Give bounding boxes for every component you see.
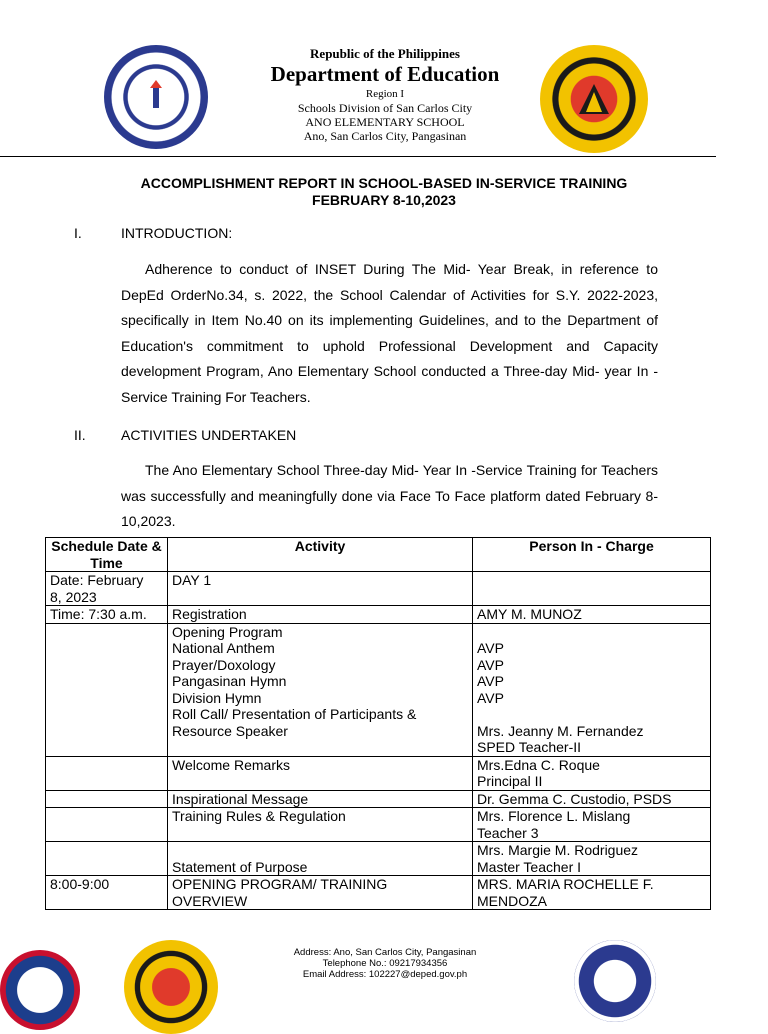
- cell-line: [477, 572, 706, 589]
- cell-line: Welcome Remarks: [172, 756, 290, 773]
- deped-footer-logo: [0, 950, 80, 1030]
- cell-line: [50, 791, 163, 808]
- cell-line: 8:00-9:00: [50, 876, 110, 892]
- cell-line: Training Rules & Regulation: [172, 808, 346, 824]
- cell-line: [50, 640, 163, 657]
- cell-line: AVP: [477, 656, 504, 673]
- cell-line: Inspirational Message: [172, 790, 309, 807]
- person-in-charge-cell: [473, 876, 711, 910]
- cell-line: [50, 893, 163, 910]
- header-region: Region I: [365, 88, 405, 100]
- section-number: II.: [74, 427, 86, 443]
- person-in-charge-cell: [473, 606, 711, 624]
- cell-line: Prayer/Doxology: [172, 656, 276, 673]
- cell-line: Mrs. Margie M. Rodriguez: [477, 842, 639, 858]
- school-seal-logo: [540, 45, 648, 153]
- footer-phone: Telephone No.: 09217934356: [322, 958, 448, 969]
- cell-line: DAY 1: [172, 572, 212, 588]
- cell-line: Statement of Purpose: [172, 858, 308, 875]
- table-row: [46, 756, 711, 790]
- cell-line: MENDOZA: [477, 892, 547, 909]
- cell-line: [172, 825, 468, 842]
- table-row: [46, 606, 711, 624]
- cell-line: Time: 7:30 a.m.: [50, 606, 147, 622]
- cell-line: Teacher 3: [477, 824, 539, 841]
- activity-cell: [168, 756, 473, 790]
- cell-line: [477, 706, 706, 723]
- person-in-charge-cell: [473, 790, 711, 808]
- cell-line: [50, 842, 163, 859]
- cell-line: SPED Teacher-II: [477, 739, 582, 755]
- cell-line: [172, 589, 468, 606]
- table-row: [46, 876, 711, 910]
- cell-line: [50, 673, 163, 690]
- cell-line: [172, 739, 468, 756]
- column-header: Person In - Charge: [473, 538, 711, 572]
- school-emblem-icon: [577, 82, 611, 116]
- cell-line: [172, 842, 468, 859]
- cell-line: AVP: [477, 640, 504, 656]
- cell-line: [50, 657, 163, 674]
- cell-line: Resource Speaker: [172, 722, 288, 739]
- cell-line: Principal II: [477, 773, 543, 789]
- cell-line: [50, 808, 163, 825]
- cell-line: [50, 825, 163, 842]
- schedule-time-cell: [46, 790, 168, 808]
- activity-cell: [168, 790, 473, 808]
- activity-cell: [168, 623, 473, 756]
- introduction-paragraph: Adherence to conduct of INSET During The Mid- Year Break, in reference to DepEd OrderNo.34, s. 2022, the School Calendar of Activities for S.Y. 2022-2023, specifically in Item No.40 on its implementing Guidelines, and to the Department of Education's commitment to uphold Professional Development and Capacity development Program, Ano Elementary School conducted a Three-day Mid- year In -Service Training For Teachers.: [121, 261, 658, 405]
- header-divider: [0, 156, 716, 157]
- cell-line: [477, 589, 706, 606]
- activities-paragraph: The Ano Elementary School Three-day Mid- Year In -Service Training for Teachers was successfully and meaningfully done via Face To Face platform dated February 8-10,2023.: [121, 462, 658, 529]
- schedule-time-cell: [46, 606, 168, 624]
- cell-line: Date: February: [50, 572, 144, 588]
- person-in-charge-cell: [473, 572, 711, 606]
- person-in-charge-cell: [473, 808, 711, 842]
- activity-cell: [168, 842, 473, 876]
- table-row: [46, 572, 711, 606]
- cell-line: [172, 773, 468, 790]
- activity-cell: [168, 572, 473, 606]
- deped-seal-logo: [104, 45, 208, 149]
- header-school: ANO ELEMENTARY SCHOOL: [305, 115, 465, 129]
- cell-line: [477, 624, 706, 641]
- table-row: [46, 790, 711, 808]
- header-department: Department of Education: [270, 62, 500, 86]
- cell-line: Registration: [172, 606, 247, 622]
- cell-line: Dr. Gemma C. Custodio, PSDS: [477, 790, 672, 807]
- cell-line: AVP: [477, 689, 504, 706]
- cell-line: Opening Program: [172, 623, 283, 640]
- table-row: [46, 808, 711, 842]
- cell-line: Master Teacher I: [477, 858, 582, 875]
- footer-email: Email Address: 102227@deped.gov.ph: [302, 969, 468, 980]
- schedule-time-cell: [46, 808, 168, 842]
- cell-line: National Anthem: [172, 640, 275, 656]
- school-footer-logo: [124, 940, 218, 1034]
- schedule-time-cell: [46, 876, 168, 910]
- schedule-time-cell: [46, 756, 168, 790]
- table-row: [46, 623, 711, 756]
- header-division: Schools Division of San Carlos City: [297, 101, 473, 115]
- cell-line: [50, 859, 163, 876]
- table-header-row: [46, 538, 711, 572]
- cell-line: Mrs. Jeanny M. Fernandez: [477, 722, 644, 739]
- schedule-time-cell: [46, 842, 168, 876]
- cell-line: MRS. MARIA ROCHELLE F.: [477, 876, 654, 892]
- cell-line: OPENING PROGRAM/ TRAINING: [172, 876, 388, 892]
- cell-line: [50, 624, 163, 641]
- schedule-table: [45, 537, 711, 910]
- table-row: [46, 842, 711, 876]
- torch-icon: [139, 80, 173, 114]
- activity-cell: [168, 606, 473, 624]
- person-in-charge-cell: [473, 756, 711, 790]
- document-date: FEBRUARY 8-10,2023: [312, 192, 456, 208]
- person-in-charge-cell: [473, 842, 711, 876]
- schedule-time-cell: [46, 623, 168, 756]
- header-republic: Republic of the Philippines: [310, 46, 460, 61]
- section-number: I.: [74, 225, 82, 241]
- cell-line: AMY M. MUNOZ: [477, 606, 582, 622]
- header-address: Ano, San Carlos City, Pangasinan: [303, 129, 467, 143]
- person-in-charge-cell: [473, 623, 711, 756]
- column-header: Schedule Date & Time: [46, 538, 168, 572]
- cell-line: [50, 723, 163, 740]
- cell-line: AVP: [477, 673, 504, 689]
- cell-line: [50, 773, 163, 790]
- section-heading: ACTIVITIES UNDERTAKEN: [121, 427, 297, 443]
- schedule-time-cell: [46, 572, 168, 606]
- cell-line: Mrs. Florence L. Mislang: [477, 808, 631, 824]
- cell-line: Roll Call/ Presentation of Participants &: [172, 706, 417, 722]
- document-title: ACCOMPLISHMENT REPORT IN SCHOOL-BASED IN-SERVICE TRAINING: [140, 175, 628, 191]
- cell-line: [50, 690, 163, 707]
- cell-line: OVERVIEW: [172, 892, 248, 909]
- cell-line: Division Hymn: [172, 689, 262, 706]
- cell-line: Pangasinan Hymn: [172, 673, 287, 689]
- section-heading: INTRODUCTION:: [121, 225, 233, 241]
- cell-line: 8, 2023: [50, 588, 97, 605]
- column-header: Activity: [168, 538, 473, 572]
- activity-cell: [168, 876, 473, 910]
- iso-certification-logo: [574, 940, 656, 1022]
- cell-line: [50, 757, 163, 774]
- footer-address: Address: Ano, San Carlos City, Pangasinan: [293, 947, 477, 958]
- activity-cell: [168, 808, 473, 842]
- cell-line: Mrs.Edna C. Roque: [477, 756, 600, 773]
- schedule-body: [46, 572, 711, 910]
- cell-line: [50, 739, 163, 756]
- cell-line: [50, 706, 163, 723]
